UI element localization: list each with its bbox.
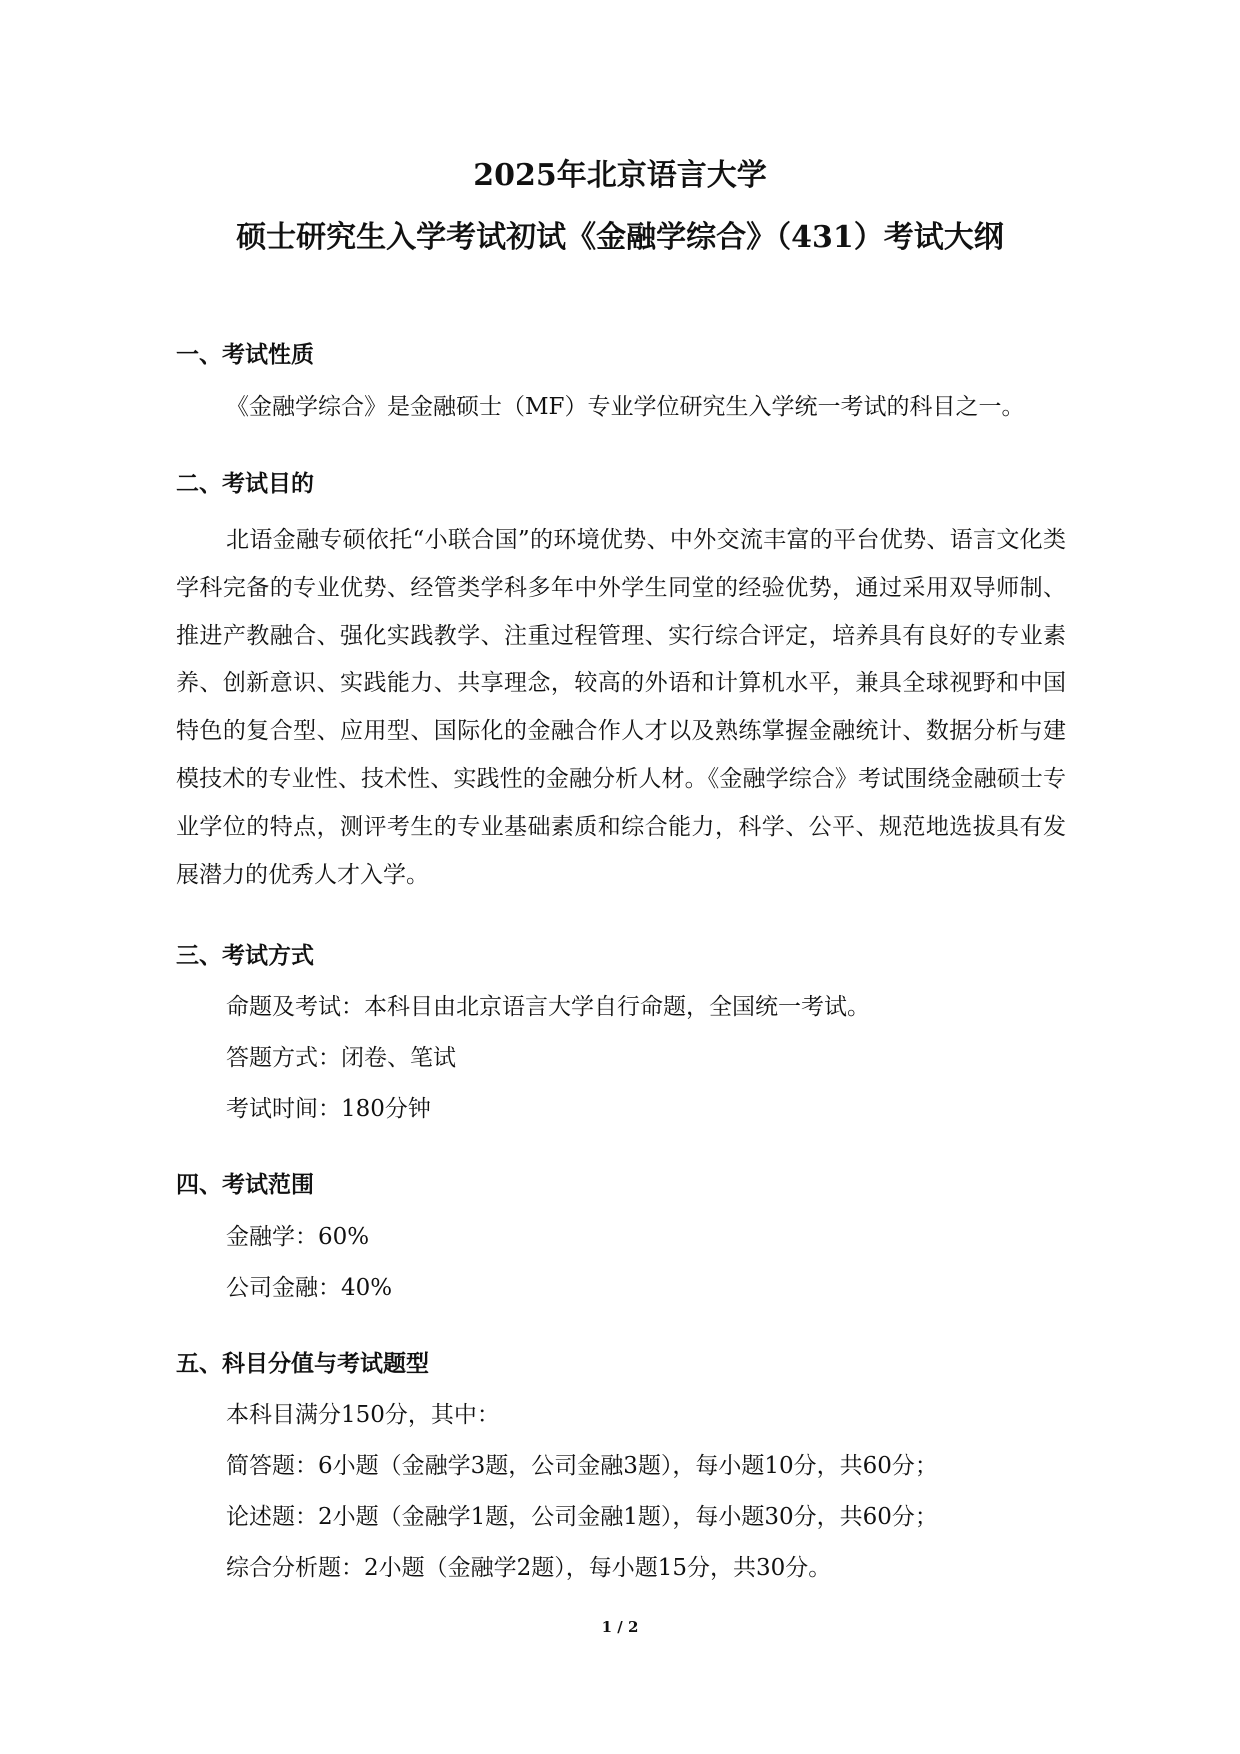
scoring-line-analysis: 综合分析题：2小题（金融学2题），每小题15分，共30分。: [226, 1555, 832, 1581]
document-title-line2: 硕士研究生入学考试初试《金融学综合》（431）考试大纲: [236, 220, 1004, 255]
method-line-answer-format: 答题方式：闭卷、笔试: [226, 1045, 456, 1071]
section-paragraph-purpose: 北语金融专硕依托“小联合国”的环境优势、中外交流丰富的平台优势、语言文化类学科完备的专业优势、经管类学科多年中外学生同堂的经验优势，通过采用双导师制、推进产教融合、强化实践教学、注重过程管理、实行综合评定，培养具有良好的专业素养、创新意识、实践能力、共享理念，较高的外语和计算机水平，兼具全球视野和中国特色的复合型、应用型、国际化的金融合作人才以及熟练掌握金融统计、数据分析与建模技术的专业性、技术性、实践性的金融分析人材。《金融学综合》考试围绕金融硕士专业学位的特点，测评考生的专业基础素质和综合能力，科学、公平、规范地选拔具有发展潜力的优秀人才入学。: [176, 527, 1066, 888]
document-title-line1: 2025年北京语言大学: [473, 158, 767, 193]
section-heading-nature: 一、考试性质: [176, 341, 314, 368]
section-heading-purpose: 二、考试目的: [176, 470, 314, 497]
scope-line-finance: 金融学：60%: [226, 1224, 370, 1250]
scoring-line-essay: 论述题：2小题（金融学1题，公司金融1题），每小题30分，共60分；: [226, 1504, 938, 1530]
section-heading-method: 三、考试方式: [176, 942, 314, 969]
scope-line-corporate-finance: 公司金融：40%: [226, 1275, 393, 1301]
section-text-nature: 《金融学综合》是金融硕士（MF）专业学位研究生入学统一考试的科目之一。: [226, 394, 1025, 420]
method-line-proposition: 命题及考试：本科目由北京语言大学自行命题，全国统一考试。: [226, 994, 870, 1020]
section-heading-scope: 四、考试范围: [176, 1171, 314, 1198]
method-line-duration: 考试时间：180分钟: [226, 1096, 431, 1122]
scoring-line-short-answer: 简答题：6小题（金融学3题，公司金融3题），每小题10分，共60分；: [226, 1453, 938, 1479]
page-number: 1 / 2: [601, 1618, 639, 1636]
scoring-line-total: 本科目满分150分，其中：: [226, 1402, 500, 1428]
section-heading-scoring: 五、科目分值与考试题型: [176, 1350, 429, 1377]
